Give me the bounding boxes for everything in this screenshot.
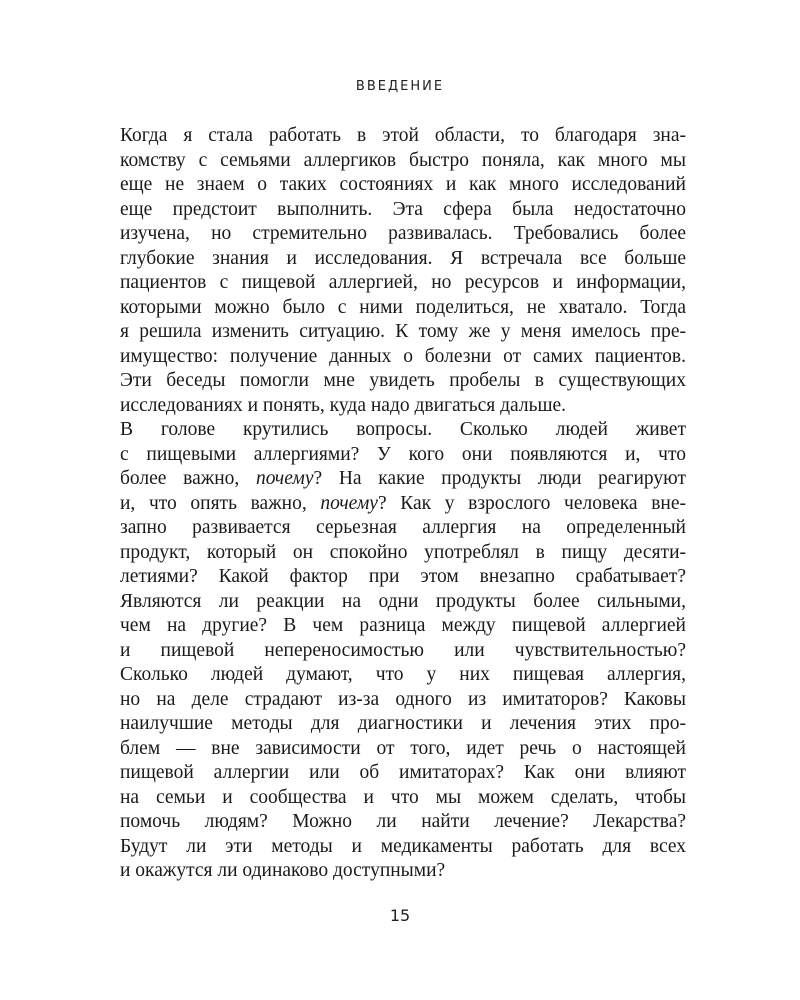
text-line [120,761,686,786]
text-segment: которыми можно было с ними поделиться, не хватало. Тогда [120,296,686,318]
text-line [120,149,686,174]
text-line [120,835,686,860]
page-number: 15 [389,906,411,925]
text-segment: Являются ли реакции на одни продукты более сильными, [120,590,686,612]
text-segment: Сколько людей думают, что у них пищевая аллергия, [120,664,686,685]
text-segment: я решила изменить ситуацию. К тому же у меня имелось пре- [120,321,686,342]
text-line [120,467,686,492]
text-line [120,663,686,688]
text-segment: ? На какие продукты люди реагируют [313,468,686,489]
running-head: ВВЕДЕНИЕ [355,79,445,94]
paragraph [120,418,686,884]
text-line [120,614,686,639]
text-line [120,222,686,247]
text-segment: летиями? Какой фактор при этом внезапно срабатывает? [120,566,686,587]
body-text [120,124,686,884]
text-line [120,810,686,835]
text-line [120,443,686,468]
emphasis-text: почему [320,492,378,514]
text-segment: более важно, [120,468,256,489]
text-line [120,590,686,615]
text-line [120,394,686,419]
text-segment: изучена, но стремительно развивалась. Требовались более [120,223,686,244]
text-line [120,320,686,345]
text-segment: ? Как у взрослого человека вне- [377,492,686,514]
text-line [120,639,686,664]
text-segment: Эти беседы помогли мне увидеть пробелы в существующих [120,370,686,391]
text-segment: имущество: получение данных о болезни от самих пациентов. [120,345,686,367]
text-line [120,737,686,762]
text-segment: помочь людям? Можно ли найти лечение? Лекарства? [120,811,686,832]
text-segment: запно развивается серьезная аллергия на определенный [120,517,686,538]
text-segment: пищевой аллергии или об имитаторах? Как они влияют [120,762,686,783]
text-segment: блем — вне зависимости от того, идет речь о настоящей [120,737,686,759]
text-line [120,198,686,223]
text-line [120,418,686,443]
paragraph [120,124,686,418]
text-segment: продукт, который он спокойно употреблял в пищу десяти- [120,541,686,563]
text-segment: и пищевой непереносимостью или чувствительностью? [120,639,686,661]
text-segment: глубокие знания и исследования. Я встречала все больше [120,247,686,269]
text-line [120,296,686,321]
text-line [120,369,686,394]
text-segment: на семьи и сообщества и что мы можем сделать, чтобы [120,786,686,808]
text-segment: но на деле страдают из-за одного из имитаторов? Каковы [120,688,686,710]
text-segment: Когда я стала работать в этой области, то благодаря зна- [120,125,686,146]
text-line [120,247,686,272]
text-line [120,712,686,737]
text-segment: комству с семьями аллергиков быстро поняла, как много мы [120,149,686,171]
text-segment: исследованиях и понять, куда надо двигаться дальше. [120,394,567,416]
text-line [120,688,686,713]
emphasis-text: почему [255,468,314,489]
text-segment: пациентов с пищевой аллергией, но ресурсов и информации, [120,272,686,293]
text-segment: еще предстоит выполнить. Эта сфера была недостаточно [120,198,686,220]
text-segment: и окажутся ли одинаково доступными? [120,860,446,881]
text-segment: Будут ли эти методы и медикаменты работать для всех [120,835,686,857]
text-line [120,516,686,541]
text-segment: еще не знаем о таких состояниях и как много исследований [120,174,686,195]
text-segment: чем на другие? В чем разница между пищевой аллергией [120,615,686,636]
text-line [120,173,686,198]
text-line [120,124,686,149]
text-segment: и, что опять важно, [120,492,321,514]
text-segment: наилучшие методы для диагностики и лечения этих про- [120,713,686,734]
text-line [120,786,686,811]
text-line [120,492,686,517]
text-line [120,541,686,566]
text-segment: В голове крутились вопросы. Сколько людей живет [120,419,686,440]
text-line [120,271,686,296]
text-line [120,859,686,884]
text-segment: с пищевыми аллергиями? У кого они появляются и, что [120,443,686,465]
text-line [120,345,686,370]
text-line [120,565,686,590]
